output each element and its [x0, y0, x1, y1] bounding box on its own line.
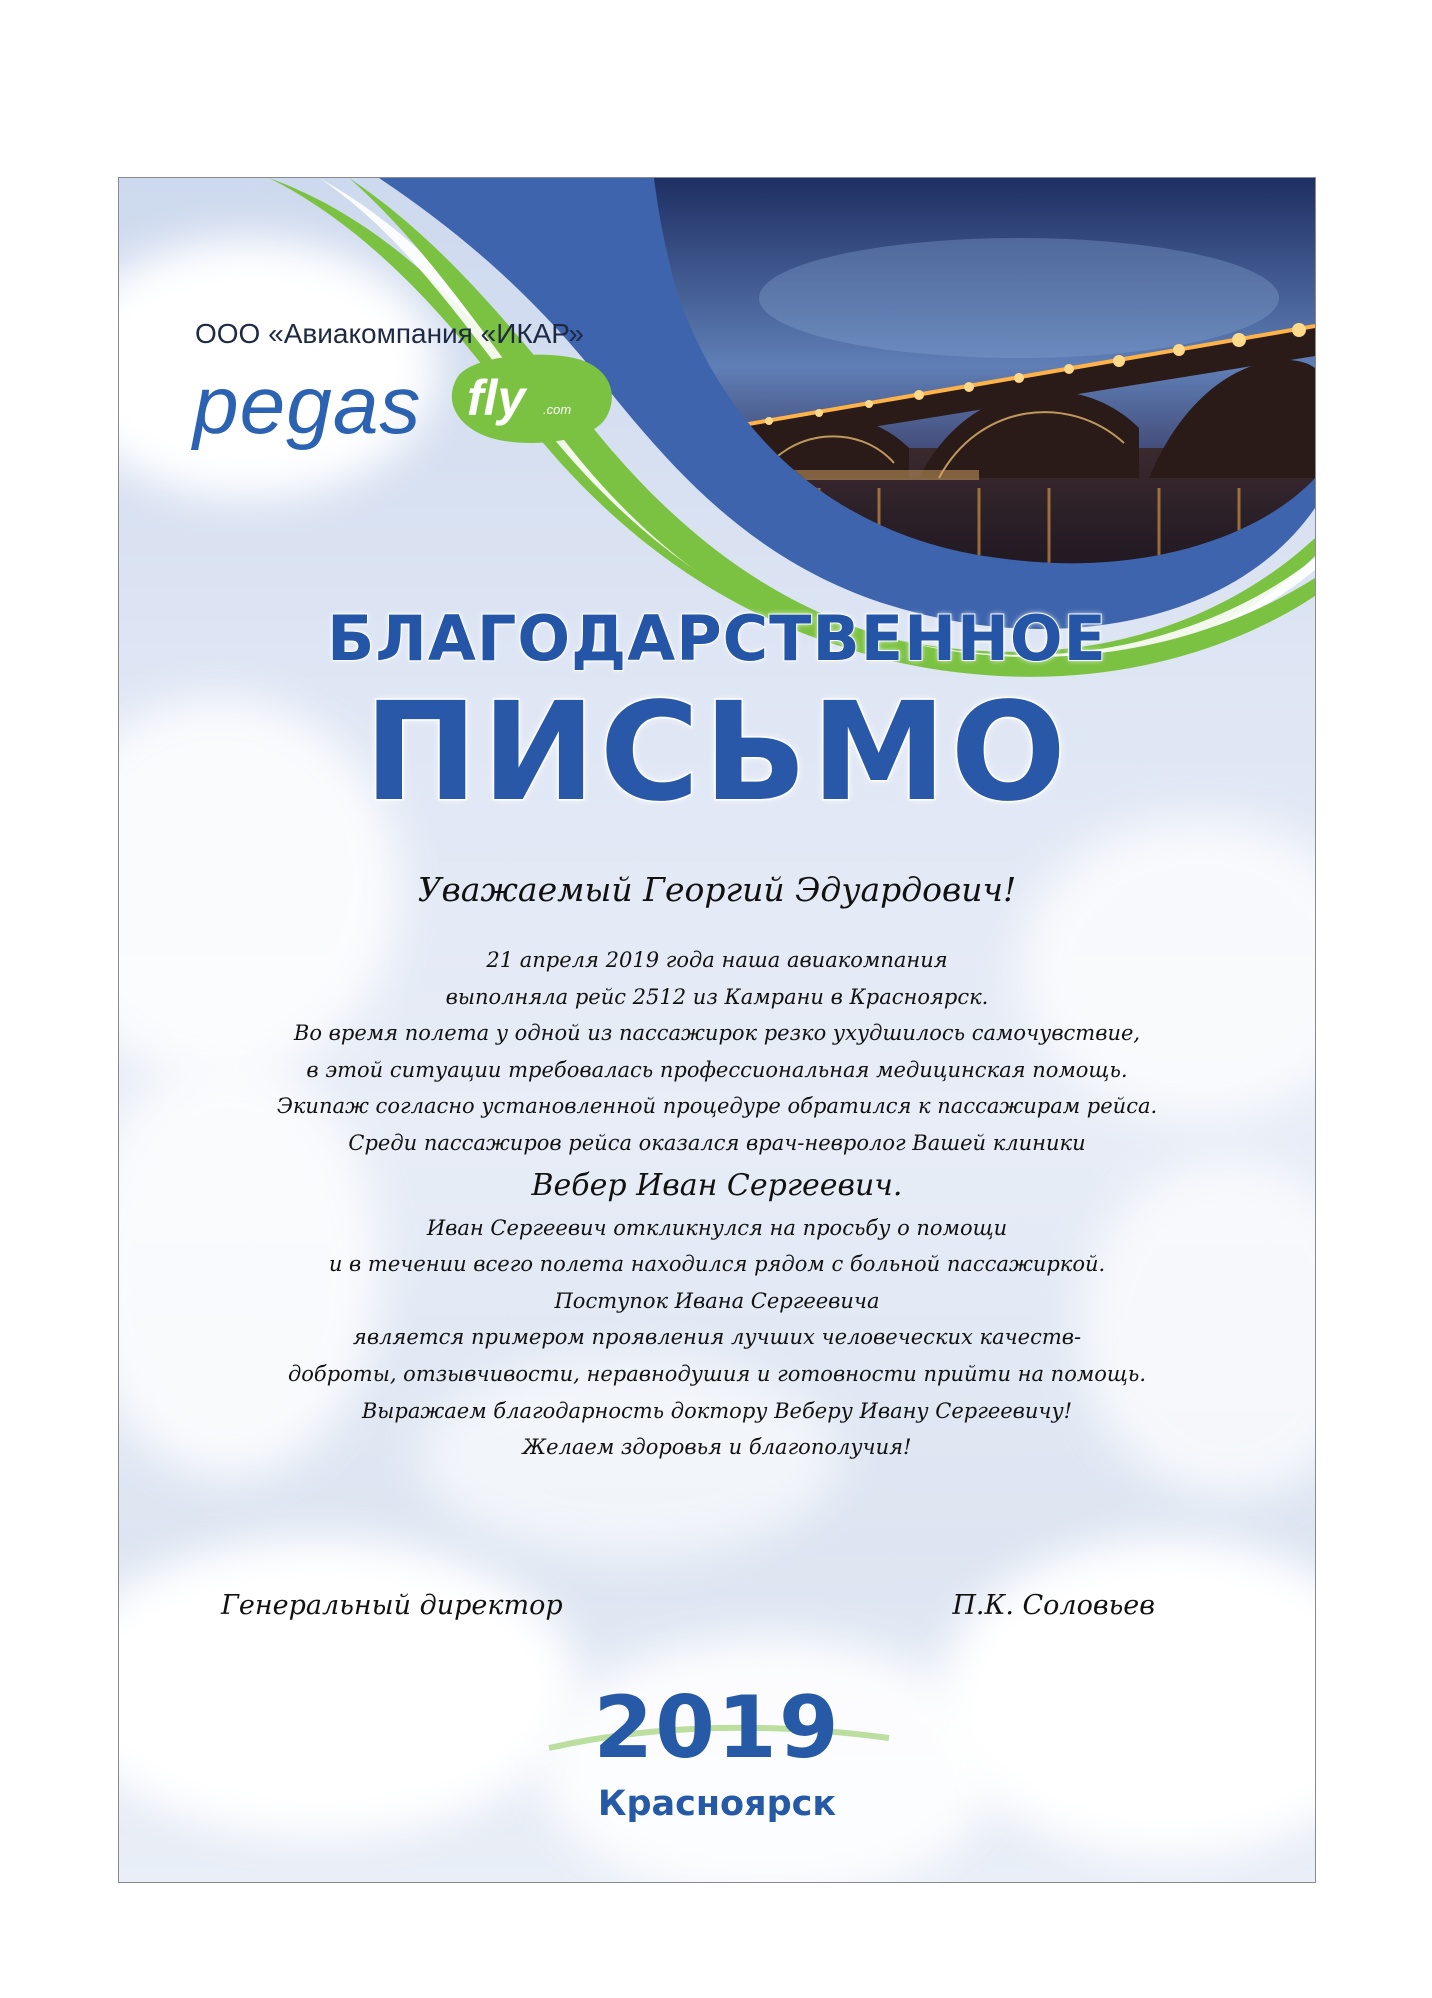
- body-line: 21 апреля 2019 года наша авиакомпания: [486, 948, 948, 972]
- certificate-sheet: [118, 177, 1316, 1883]
- body-line: Желаем здоровья и благополучия!: [522, 1435, 912, 1460]
- logo-suffix: .com: [543, 402, 572, 417]
- title-line-2: ПИСЬМО: [363, 674, 1071, 832]
- signatory-title: Генеральный директор: [221, 1590, 563, 1621]
- body-line: Выражаем благодарность доктору Веберу Ивану Сергеевичу!: [361, 1398, 1073, 1423]
- honoree-name: Вебер Иван Сергеевич.: [531, 1167, 903, 1203]
- bridge-photo: [639, 178, 1315, 598]
- body-line: доброты, отзывчивости, неравнодушия и готовности прийти на помощь.: [287, 1361, 1147, 1386]
- pegas-fly-logo: [193, 356, 613, 466]
- greeting: Уважаемый Георгий Эдуардович!: [417, 870, 1017, 909]
- body-line: Экипаж согласно установленной процедуре обратился к пассажирам рейса.: [276, 1094, 1158, 1119]
- body-line: Поступок Ивана Сергеевича: [554, 1288, 880, 1313]
- signatory-name: П.К. Соловьев: [952, 1590, 1155, 1621]
- body-line: в этой ситуации требовалась профессиональная медицинская помощь.: [306, 1057, 1128, 1082]
- footer-city: Красноярск: [597, 1784, 837, 1824]
- letter-body: [119, 942, 1315, 1466]
- body-line: Во время полета у одной из пассажирок резко ухудшилось самочувствие,: [293, 1021, 1141, 1046]
- title-line-1: БЛАГОДАРСТВЕННОЕ: [327, 602, 1107, 675]
- body-line: Среди пассажиров рейса оказался врач-невролог Вашей клиники: [348, 1130, 1086, 1155]
- logo-accent: fly: [467, 370, 526, 426]
- body-line: Иван Сергеевич откликнулся на просьбу о помощи: [426, 1215, 1008, 1240]
- footer-year: 2019: [593, 1678, 841, 1778]
- logo-wordmark: pegas: [193, 360, 422, 451]
- body-line: и в течении всего полета находился рядом с больной пассажиркой.: [328, 1252, 1106, 1277]
- company-name: ООО «Авиакомпания «ИКАР»: [195, 318, 584, 349]
- body-line: является примером проявления лучших человеческих качеств-: [352, 1325, 1082, 1350]
- body-line: выполняла рейс 2512 из Камрани в Красноярск.: [445, 984, 989, 1009]
